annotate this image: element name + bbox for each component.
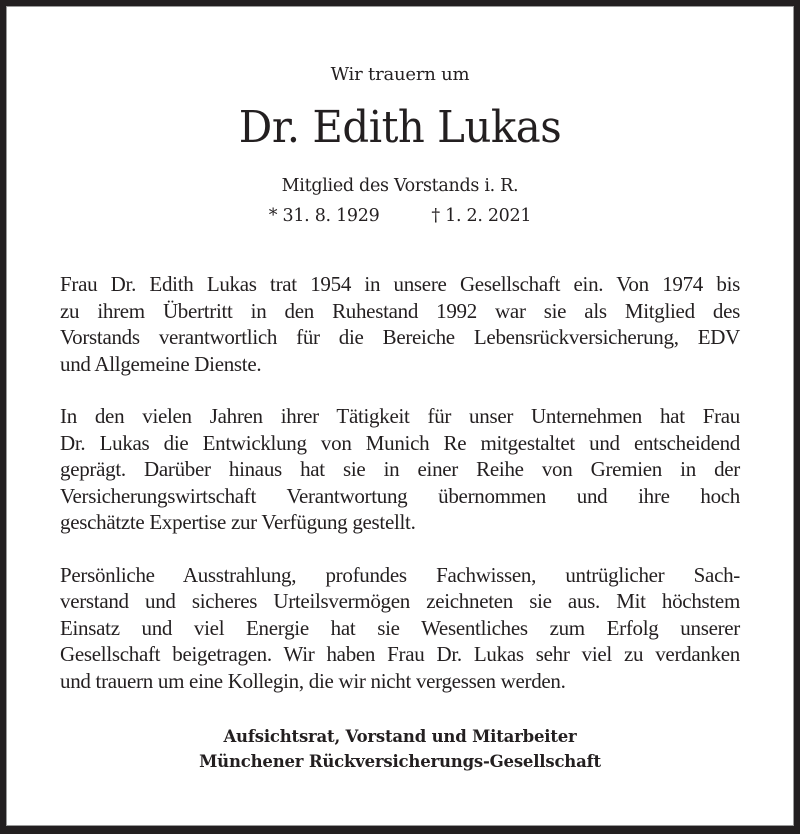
text-line: Frau Dr. Edith Lukas trat 1954 in unsere Gesellschaft ein. Von 1974 bis <box>60 272 740 296</box>
text-line: geschätzte Expertise zur Verfügung gestellt. <box>60 510 416 534</box>
text-line: verstand und sicheres Urteilsvermögen zeichneten sie aus. Mit höchstem <box>60 589 740 613</box>
birth-date: * 31. 8. 1929 <box>268 206 380 226</box>
text-line: Dr. Lukas die Entwicklung von Munich Re mitgestaltet und entscheidend <box>60 430 740 455</box>
paragraph-2 <box>60 403 740 536</box>
text-line: zu ihrem Übertritt in den Ruhestand 1992 war sie als Mitglied des <box>60 298 740 323</box>
signature-line-2: Münchener Rückversicherungs-Gesellschaft <box>199 752 601 771</box>
text-line: Gesellschaft beigetragen. Wir haben Frau Dr. Lukas sehr viel zu verdanken <box>60 642 740 666</box>
text-line: Persönliche Ausstrahlung, profundes Fachwissen, untrüglicher Sach- <box>60 562 740 587</box>
life-dates <box>6 206 794 226</box>
death-date: † 1. 2. 2021 <box>431 206 532 226</box>
text-line: und trauern um eine Kollegin, die wir nicht vergessen werden. <box>60 668 566 693</box>
paragraph-3 <box>60 562 740 695</box>
text-line: Versicherungswirtschaft Verantwortung übernommen und ihre hoch <box>60 483 740 508</box>
obituary-notice <box>6 6 794 826</box>
text-line: geprägt. Darüber hinaus hat sie in einer Reihe von Gremien in der <box>60 457 740 481</box>
text-line: Einsatz und viel Energie hat sie Wesentliches zum Erfolg unserer <box>60 615 740 640</box>
intro-text: Wir trauern um <box>330 64 470 85</box>
deceased-name: Dr. Edith Lukas <box>238 102 562 153</box>
paragraph-1 <box>60 271 740 377</box>
signature-line-1: Aufsichtsrat, Vorstand und Mitarbeiter <box>223 727 577 746</box>
signature-block <box>6 724 794 774</box>
deceased-role: Mitglied des Vorstands i. R. <box>281 176 519 196</box>
text-line: Vorstands verantwortlich für die Bereiche Lebensrückversicherung, EDV <box>60 325 740 349</box>
text-line: In den vielen Jahren ihrer Tätigkeit für unser Unternehmen hat Frau <box>60 404 740 428</box>
obituary-body <box>60 271 740 720</box>
text-line: und Allgemeine Dienste. <box>60 351 262 376</box>
